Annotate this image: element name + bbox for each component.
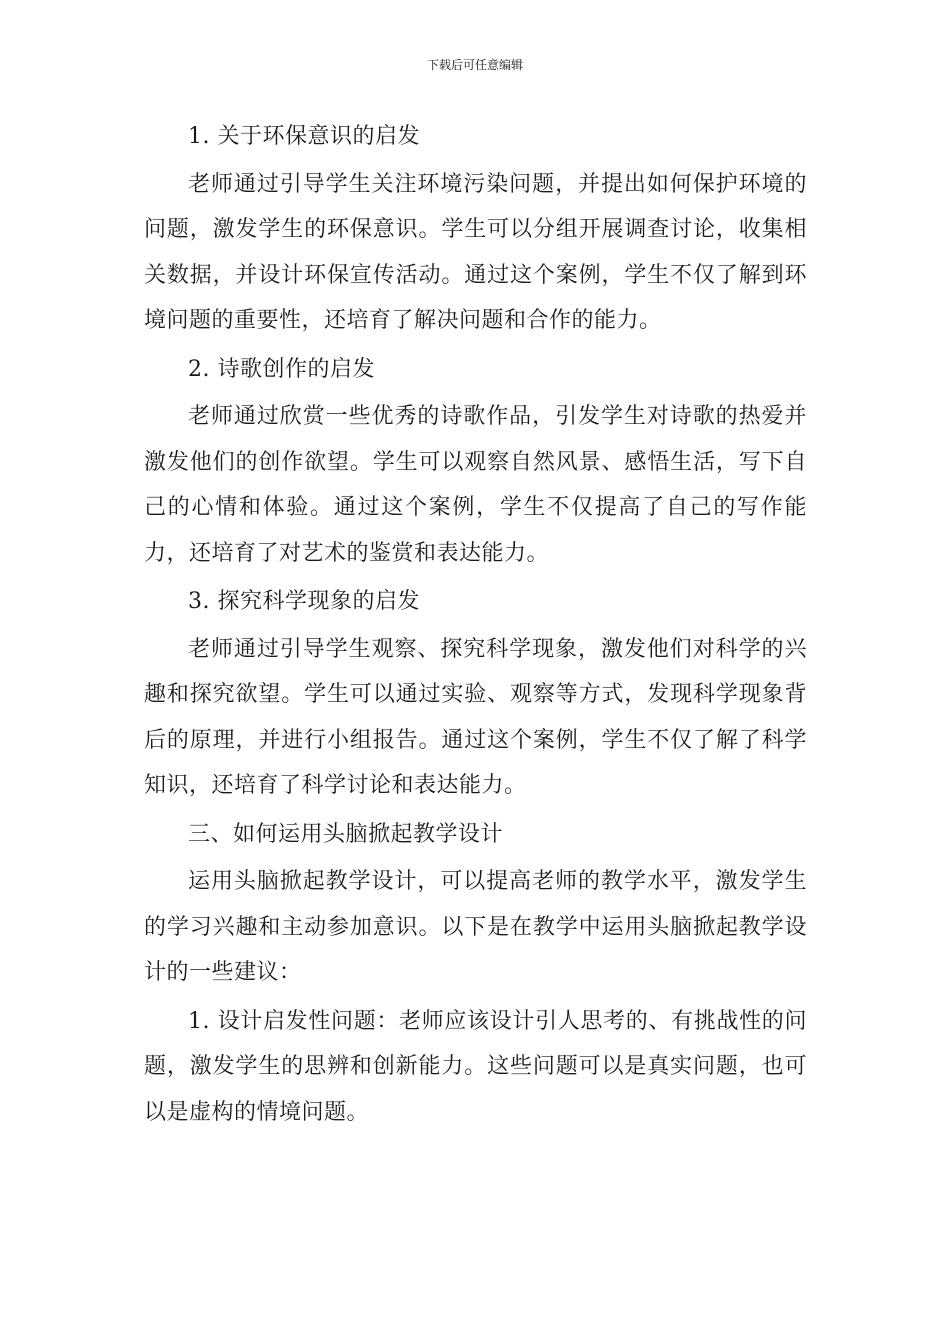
paragraph-poetry: 老师通过欣赏一些优秀的诗歌作品，引发学生对诗歌的热爱并激发他们的创作欲望。学生可以观察自然风景、感悟生活，写下自己的心情和体验。通过这个案例，学生不仅提高了自己的写作能力，还培育了对艺术的鉴赏和表达能力。 (144, 404, 807, 566)
section-heading-science: 3. 探究科学现象的启发 (188, 589, 420, 614)
section-heading-environment: 1. 关于环保意识的启发 (188, 124, 420, 149)
paragraph-science: 老师通过引导学生观察、探究科学现象，激发他们对科学的兴趣和探究欲望。学生可以通过实验、观察等方式，发现科学现象背后的原理，并进行小组报告。通过这个案例，学生不仅了解了科学知识，还培育了科学讨论和表达能力。 (144, 636, 807, 798)
paragraph-suggestion-1: 1. 设计启发性问题：老师应该设计引人思考的、有挑战性的问题，激发学生的思辨和创新能力。这些问题可以是真实问题，也可以是虚构的情境问题。 (144, 1008, 807, 1125)
section-heading-teaching-design: 三、如何运用头脑掀起教学设计 (188, 821, 504, 847)
paragraph-teaching-design: 运用头脑掀起教学设计，可以提高老师的教学水平，激发学生的学习兴趣和主动参加意识。以下是在教学中运用头脑掀起教学设计的一些建议： (144, 869, 807, 985)
page-header-note: 下载后可任意编辑 (426, 58, 523, 72)
section-heading-poetry: 2. 诗歌创作的启发 (188, 356, 375, 382)
paragraph-environment: 老师通过引导学生关注环境污染问题，并提出如何保护环境的问题，激发学生的环保意识。学生可以分组开展调查讨论，收集相关数据，并设计环保宣传活动。通过这个案例，学生不仅了解到环境问题的重要性，还培育了解决问题和合作的能力。 (144, 171, 807, 333)
document-body (144, 114, 807, 1138)
